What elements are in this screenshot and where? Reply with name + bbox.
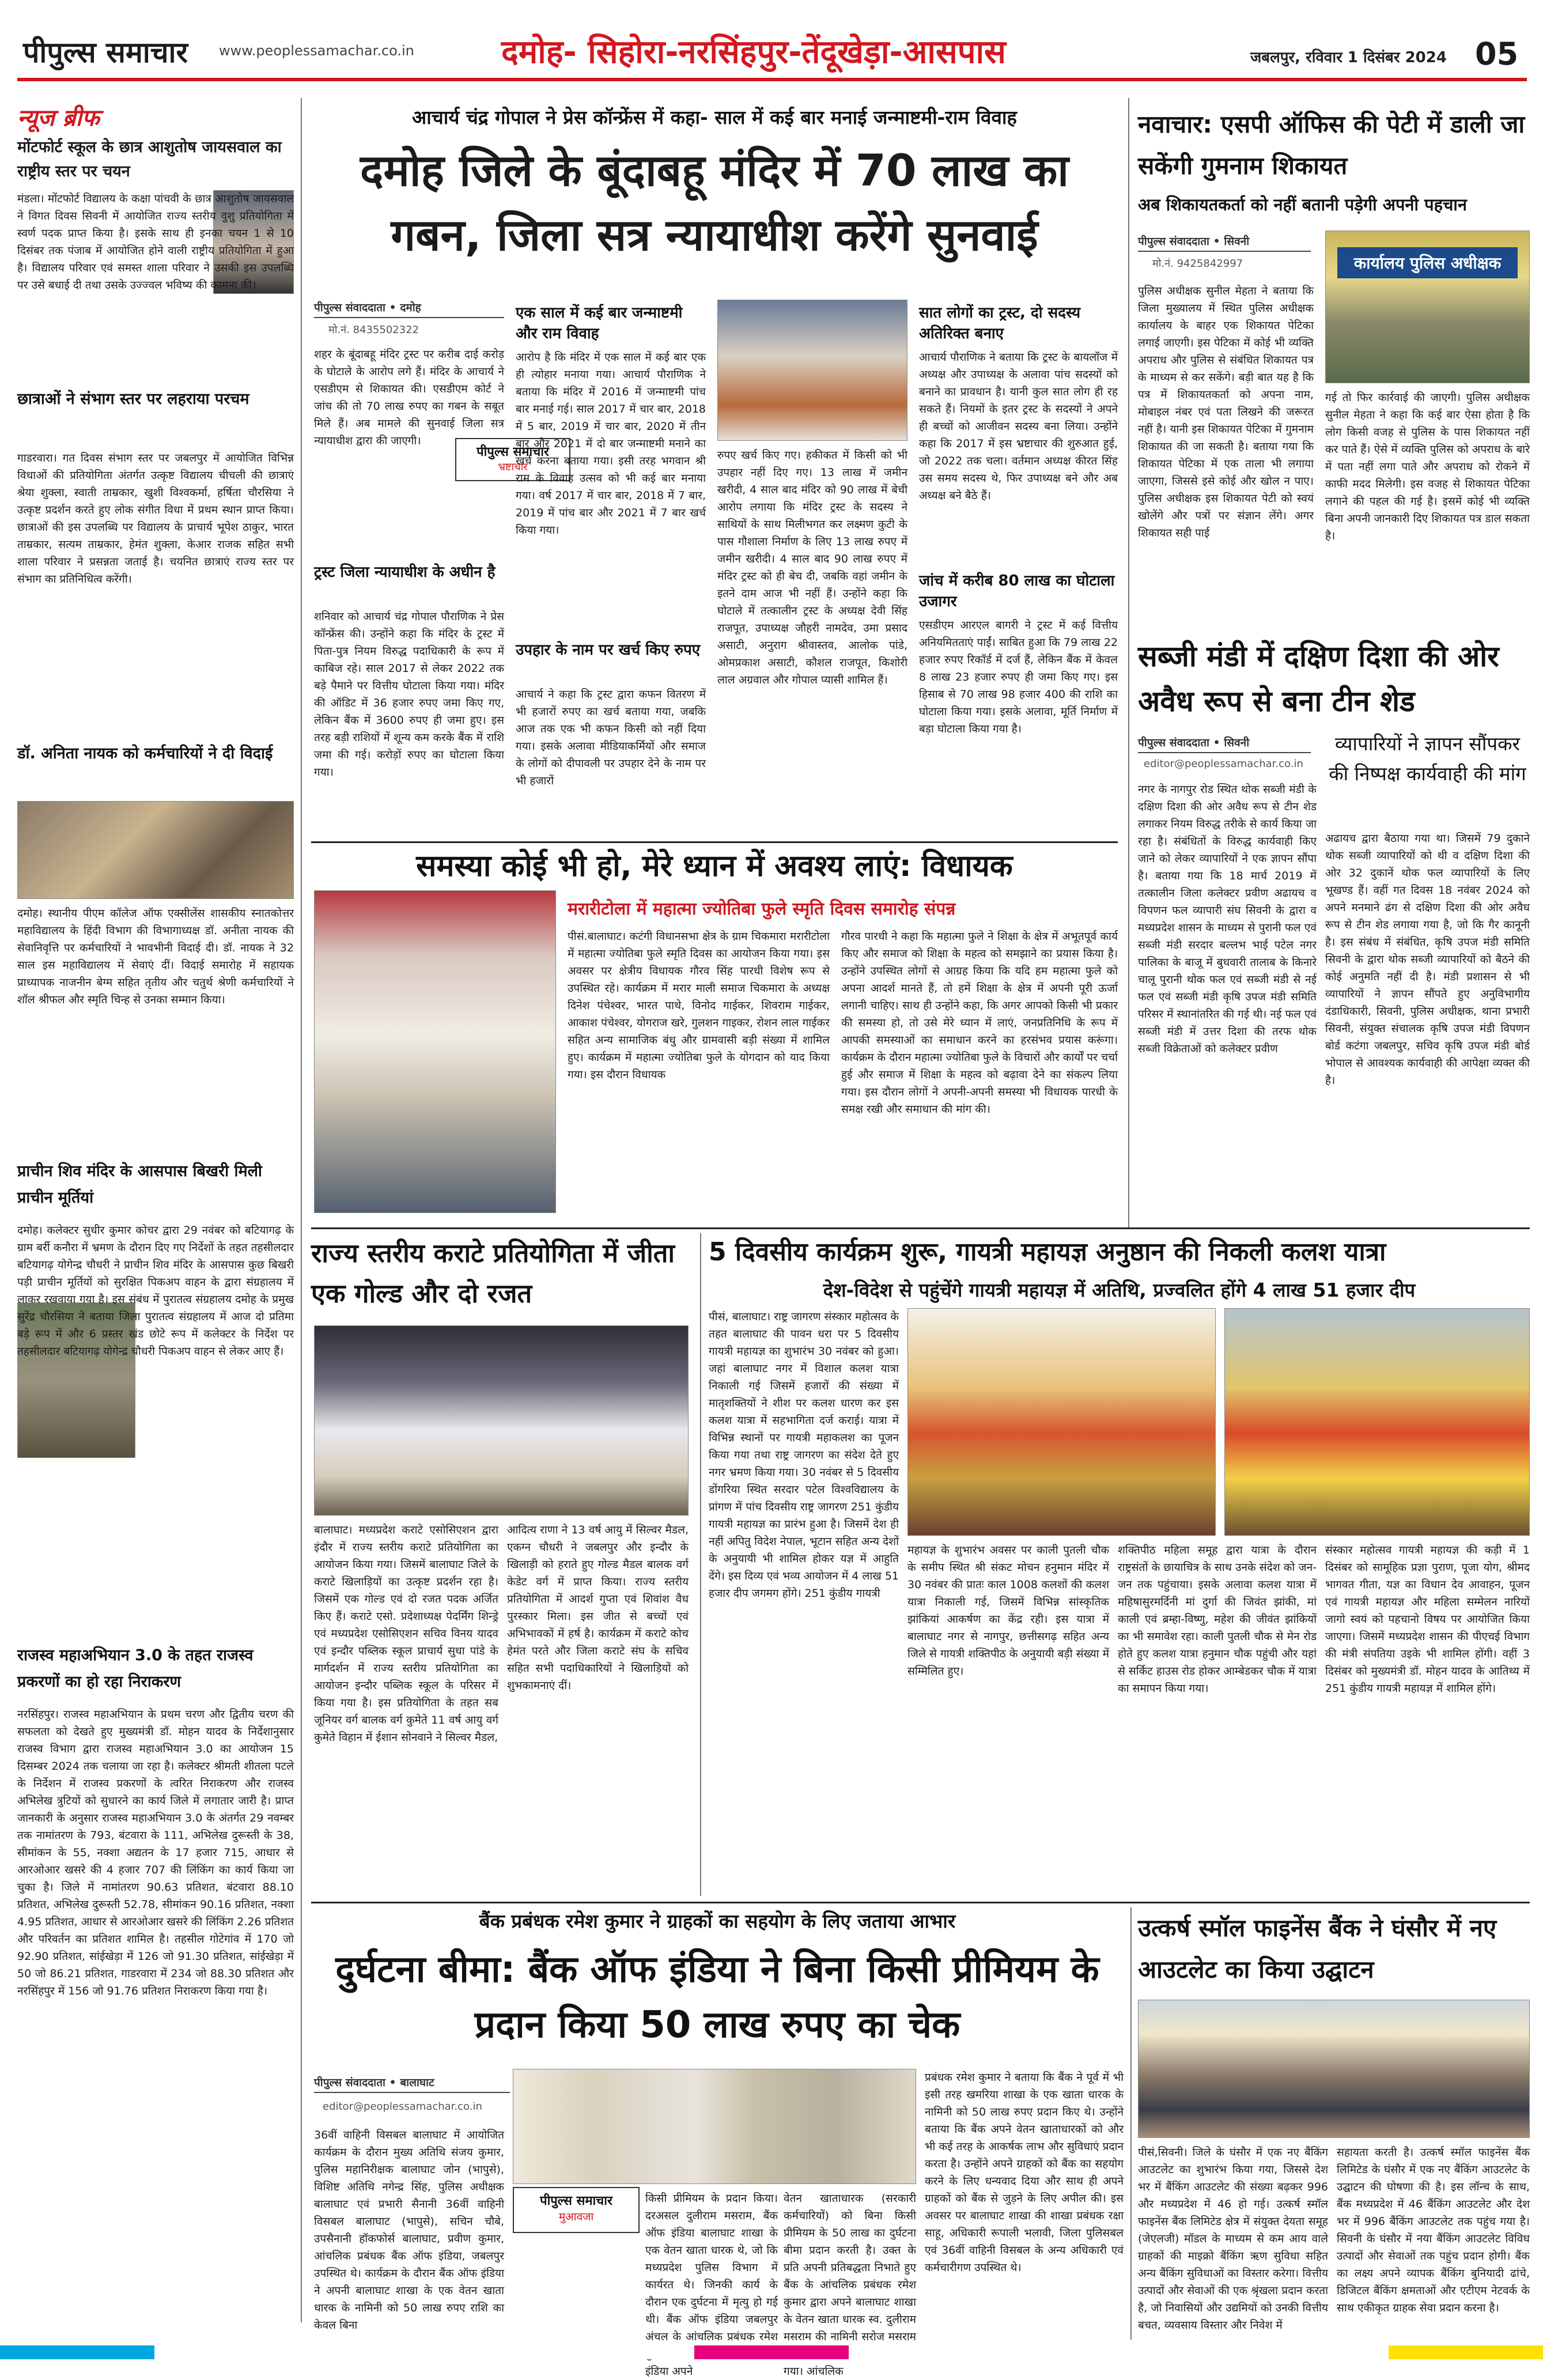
edition-title: दमोह- सिहोरा-नरसिंहपुर-तेंदूखेड़ा-आसपास [501,33,1006,71]
lead-col1: शहर के बूंदाबहू मंदिर ट्रस्ट पर करीब दाई करोड़ के घोटाले के आरोप लगे हैं। मंदिर के आचार्य ने एसडीएम से शिकायत की। एसडीएम कोर्ट ने जांच की तो 70 लाख रुपए का गबन के सबूत मिले हैं। अब मामले की सुनवाई जिला सत्र न्यायाधीश द्वारा की जाएगी। [314,348,505,447]
gayatri-headline: 5 दिवसीय कार्यक्रम शुरू, गायत्री महायज्ञ अनुष्ठान की निकली कलश यात्रा [709,1237,1386,1267]
kalash-yatra-photo-2 [1224,1308,1530,1536]
bank-col4: प्रबंधक रमेश कुमार ने बताया कि बैंक ने पूर्व में भी इसी तरह खमरिया शाखा के एक खाता धारक के नामिनी को 50 लाख रुपए प्रदान किए थे। उन्होंने बताया कि बैंक अपने वेतन खाताधारकों को और भी कई तरह के आकर्षक लाभ और सुविधाएं प्रदान करता है। उन्होंने अपने ग्राहकों को बैंक का सहयोग करने के लिए धन्यवाद दिया और साथ ही अपने ग्राहकों को बैंक से जुड़ने के लिए अपील की। इस अवसर पर बालाघाट शाखा की शाखा प्रबंधक रक्षा साहू, अधिकारी रूपाली भलावी, जिला पुलिसबल एवं 36वीं वाहिनी विसबल के अन्य अधिकारी एवं कर्मचारीगण उपस्थित थे। [925,2071,1124,2274]
lead-kicker: आचार्य चंद्र गोपाल ने प्रेस कॉन्फ्रेंस में कहा- साल में कई बार मनाई जन्माष्टमी-राम विवाह [412,106,1017,129]
mandi-deck: व्यापारियों ने ज्ञापन सौंपकर की निष्पक्ष कार्यवाही की मांग [1329,732,1526,785]
lead-col4-b: एसडीएम आरएल बागरी ने ट्रस्ट में कई वित्तीय अनियमितताएं पाईं। साबित हुआ कि 79 लाख 22 हजार रुपए रिकॉर्ड में दर्ज हैं, लेकिन बैंक में केवल 8 लाख 23 हजार रुपए ही जमा किए गए। इस हिसाब से 70 लाख 98 हजार 400 की राशि का घोटाला किया गया। इसके अलावा, मूर्ति निर्माण में बड़ा घोटाला किया गया है। [919,619,1118,735]
farewell-photo [17,801,294,899]
brief5-body: नरसिंहपुर। राजस्व महाअभियान के प्रथम चरण और द्वितीय चरण की सफलता को देखते हुए मुख्यमंत्री डॉ. मोहन यादव के निर्देशानुसार राजस्व विभाग द्वारा राजस्व महाअभियान 3.0 का आयोजन 15 दिसम्बर 2024 तक चलाया जा रहा है। कलेक्टर श्रीमती शीतला पटले के निर्देशन में राजस्व प्रकरणों के त्वरित निराकरण और राजस्व अभिलेख त्रुटियों को सुधारने का कार्य जिले में लगातार जारी है। प्राप्त जानकारी के अनुसार राजस्व महाअभियान 3.0 के अंतर्गत 29 नवम्बर तक नामांतरण के 793, बंटवारा के 111, अभिलेख दुरूस्ती के 38, सीमांकन के 55, नक्शा अद्यतन के 17 हजार 715, आधार से आरओआर खसरे की 4 हजार 707 की लिंकिंग का कार्य किया जा चुका है। जिले में नामांतरण 90.63 प्रतिशत, बंटवारा 88.10 प्रतिशत, अभिलेख दुरूस्ती 52.78, सीमांकन 90.16 प्रतिशत, नक्शा 4.95 प्रतिशत, आधार से आरओआर खसरे की लिंकिंग 2.26 प्रतिशत और परिवर्तन का प्रतिशत शामिल है। तहसील गोटेगांव में 170 जो 92.90 प्रतिशत, सांईखेड़ा में 126 जो 91.30 प्रतिशत, सांईखेड़ा में 50 जो 86.21 प्रतिशत, गाडरवारा में 234 जो 88.30 प्रतिशत और नरसिंहपुर में 156 जो 91.76 प्रतिशत निराकरण किया गया है। [17,1708,294,1997]
brief3-headline: डॉ. अनिता नायक को कर्मचारियों ने दी विदाई [17,745,273,762]
mandi-col1: नगर के नागपुर रोड स्थित थोक सब्जी मंडी के दक्षिण दिशा की ओर अवैध रूप से टीन शेड लगाकर नियम विरुद्ध तरीके से कार्य किया जा रहा है। संबंधितों के विरुद्ध कार्यवाही किए जाने को लेकर व्यापारियों ने एक ज्ञापन सौंपा है। बताया गया कि 18 मार्च 2019 में तत्कालीन जिला कलेक्टर प्रवीण अढायच व विपणन फल व्यापारी संघ सिवनी के द्वारा व मध्यप्रदेश शासन के माध्यम से पुरानी फल एवं सब्जी मंडी सरदार बल्लभ भाई पटेल नगर पालिका के बाजू में बुधवारी तालाब के किनारे चालू पुरानी थोक फल एवं सब्जी मंडी से नई फल एवं सब्जी मंडी कृषि उपज मंडी समिति परिसर में स्थानांतरित की गई थी। नई फल एवं सब्जी मंडी में उत्तर दिशा की तरफ थोक सब्जी विक्रेताओं को कलेक्टर प्रवीण [1138,783,1317,1055]
bank-logo [513,2187,640,2233]
karate-top-rule [311,1227,1530,1229]
police-office-photo [1325,231,1530,383]
bank-col1: 36वीं वाहिनी विसबल बालाघाट में आयोजित कार्यक्रम के दौरान मुख्य अतिथि संजय कुमार, पुलिस महानिरीक्षक बालाघाट जोन (भापुसे), विशिष्ट अतिथि नगेन्द्र सिंह, पुलिस अधीक्षक बालाघाट एवं प्रभारी सैनानी 36वीं वाहिनी विसबल बालाघाट (भापुसे), सचिन चौबे, उपसैनानी हॉकफोर्स बालाघाट, प्रवीण कुमार, आंचलिक प्रबंधक बैंक ऑफ इंडिया, जबलपुर उपस्थित थे। कार्यक्रम के दौरान बैंक ऑफ इंडिया ने अपनी बालाघाट शाखा के एक वेतन खाता धारक के नामिनी को 50 लाख रुपए राशि का केवल बिना [314,2129,504,2332]
bank-col2: किसी प्रीमियम के प्रदान किया। दरअसल दुलीराम मसराम, बैंक ऑफ इंडिया बालाघाट शाखा के एक वेतन खाता धारक थे, जो कि मध्यप्रदेश पुलिस विभाग में कार्यरत थे। जिनकी कार्य के दौरान एक दुर्घटना में मृत्यु हो गई थी। बैंक ऑफ इंडिया जबलपुर अंचल के आंचलिक प्रबंधक रमेश इंडिया अपने [645,2192,778,2378]
brief1-headline: मोंटफोर्ट स्कूल के छात्र आशुतोष जायसवाल का राष्ट्रीय स्तर पर चयन [17,138,282,180]
dateline: जबलपुर, रविवार 1 दिसंबर 2024 [1250,49,1447,66]
bank-headline: दुर्घटना बीमा: बैंक ऑफ इंडिया ने बिना किसी प्रीमियम के प्रदान किया 50 लाख रुपए का चेक [335,1948,1099,2046]
lead-byline: पीपुल्स संवाददाता • दमोह [314,300,504,318]
outlet-inauguration-photo [1138,2000,1530,2138]
masthead [0,0,1543,86]
police-col1: पुलिस अधीक्षक सुनील मेहता ने बताया कि जिला मुख्यालय में स्थित पुलिस अधीक्षक कार्यालय के बाहर एक शिकायत पेटिका लगाई जाएगी। इस पेटिका में कोई भी व्यक्ति अपराध और पुलिस से संबंधित शिकायत पत्र के माध्यम से कर सकेंगे। बड़ी बात यह है कि पत्र में शिकायतकर्ता को अपना नाम, मोबाइल नंबर एवं पता लिखने की जरूरत नहीं है। यानी इस शिकायत पेटिका में गुमनाम शिकायत की जा सकती है। बताया गया कि शिकायत पेटिका में एक ताला भी लगाया जाएगा, जिससे इसे कोई और खोल न पाए। पुलिस अधीक्षक इस शिकायत पेटी को स्वयं खोलेंगे और पत्रों पर संज्ञान लेंगे। अगर शिकायत सही पाई [1138,285,1314,539]
gayatri-col4: संस्कार महोत्सव गायत्री महायज्ञ की कड़ी में 1 दिसंबर को सामूहिक प्रज्ञा पुराण, पूजा योग, श्रीमद भागवत गीता, यज्ञ का विधान देव आवाहन, पूजन एवं गायत्री महायज्ञ और महिला सम्मेलन नारियों जागो स्वयं को पहचानो विषय पर आयोजित किया जाएगा। जिसमें मध्यप्रदेश शासन की पीएचई विभाग की मंत्री संपतिया उइके भी शामिल होंगी। वहीं 3 दिसंबर को मुख्यमंत्री डॉ. मोहन यादव के आतिथ्य में 251 कुंडीय गायत्री महायज्ञ में शामिल होंगे। [1325,1544,1530,1695]
bank-col3: वेतन खाताधारक (सरकारी कर्मचारियों) को बिना किसी प्रीमियम के 50 लाख का दुर्घटना बीमा प्रदान करती है। उक्त के प्रति अपनी प्रतिबद्धता निभाते हुए बैंक के आंचलिक प्रबंधक रमेश कुमार द्वारा अपने बालाघाट शाखा के वेतन खाता धारक स्व. दुलीराम मसराम की नामिनी सरोज मसराम गया। आंचलिक [784,2192,916,2378]
karate-gayatri-divider [700,1233,701,1896]
lead-col4: आचार्य पौराणिक ने बताया कि ट्रस्ट के बायलॉज में अध्यक्ष और उपाध्यक्ष के अलावा पांच सदस्यों को बनाने का प्रावधान है। यानी कुल सात लोग ही रह सकते हैं। नियमों के इतर ट्रस्ट के सदस्यों ने अपने ही बच्चों को आजीवन सदस्य बना लिया। उन्होंने कहा कि 2017 में इस भ्रष्टाचार की शुरुआत हुई, जो 2022 तक चला। वर्तमान अध्यक्ष कीरत सिंह उस समय सदस्य थे, फिर उपाध्यक्ष बने और अब अध्यक्ष बने बैठे हैं। [919,351,1118,502]
masthead-rule [17,78,1527,81]
bank-top-rule [311,1902,1530,1903]
utkarsh-headline: उत्कर्ष स्मॉल फाइनेंस बैंक ने घंसौर में नए आउटलेट का किया उद्घाटन [1138,1914,1497,1984]
registration-bar [0,2345,1543,2359]
gayatri-col3: शक्तिपीठ महिला समूह द्वारा यात्रा के दौरान राष्ट्रसंतों के छायाचित्र के साथ उनके संदेश को जन-जन तक पहुंचाया। इसके अलावा कलश यात्रा में महिषासुरमर्दिनी मां दुर्गा की जिवंत झांकी, मां काली एवं ब्रम्हा-विष्णु, महेश की जीवंत झांकियों का भी समावेश रहा। काली पुतली चौक से मेन रोड होते हुए कलश यात्रा हनुमान चौक पहुंची और यहां से सर्किट हाउस रोड होकर आम्बेडकर चौक में यात्रा का समापन किया गया। [1118,1544,1317,1695]
lead-col4-sub: सात लोगों का ट्रस्ट, दो सदस्य अतिरिक्त बनाए [919,304,1081,342]
brief3-body: दमोह। स्थानीय पीएम कॉलेज ऑफ एक्सीलेंस शासकीय स्नातकोत्तर महाविद्यालय के हिंदी विभाग की विभागाध्यक्ष डॉ. अनीता नायक की सेवानिवृत्ति पर कर्मचारियों ने भावभीनी विदाई दी। डॉ. नायक ने 32 साल इस महाविद्यालय में सेवाएं दीं। विदाई समारोह में सहायक प्राध्यापक नाजनीन बेग्म सहित तृतीय और चतुर्थ श्रेणी कर्मचारियों ने शॉल श्रीफल और स्मृति चिन्ह से उनका सम्मान किया। [17,907,294,1006]
lead-mobile: मो.नं. 8435502322 [328,324,419,336]
brief2-headline: छात्राओं ने संभाग स्तर पर लहराया परचम [17,390,249,408]
police-col2: गई तो फिर कार्रवाई की जाएगी। पुलिस अधीक्षक सुनील मेहता ने कहा कि कई बार ऐसा होता है कि लोग किसी वजह से पुलिस के पास शिकायत नहीं कर पाते हैं। ऐसे में व्यक्ति पुलिस को अपराध के बारे में पता नहीं लगा पाते और अपराध को रोकने में काफी मदद मिलेगी। इस वजह से शिकायत पेटिका लगाने की पहल की गई है। इसमें कोई भी व्यक्ति बिना अपनी जानकारी दिए शिकायत पत्र डाल सकता है। [1325,391,1530,542]
website-link[interactable]: www.peoplessamachar.co.in [219,43,414,59]
kalash-yatra-photo-1 [907,1308,1216,1536]
gayatri-col2: महायज्ञ के शुभारंभ अवसर पर काली पुतली चौक के समीप स्थित श्री संकट मोचन हनुमान मंदिर में 30 नवंबर की प्रातः काल 1008 कलशों की कलश यात्रा निकाली गई, जिसमें विभिन्न सांस्कृतिक झांकियां आकर्षण का केंद्र रही। इस यात्रा में बालाघाट नगर से नागपुर, छत्तीसगढ़ सहित अन्य जिले से गायत्री शक्तिपीठ के अनुयायी बड़ी संख्या में सम्मिलित हुए। [907,1544,1109,1678]
gayatri-deck: देश-विदेश से पहुंचेंगे गायत्री महायज्ञ में अतिथि, प्रज्वलित होंगे 4 लाख 51 हजार दीप [823,1279,1416,1301]
police-mobile: मो.नं. 9425842997 [1152,258,1243,270]
police-sign: कार्यालय पुलिस अधीक्षक [1337,247,1518,278]
karate-team-photo [314,1325,689,1516]
utkarsh-col2: सहायता करती है। उत्कर्ष स्मॉल फाइनेंस बैंक लिमिटेड के घंसौर में एक नए बैंकिंग आउटलेट के उद्घाटन की घोषणा की है। इस लॉन्च के साथ, बैंक मध्यप्रदेश में 46 बैंकिंग आउटलेट और देश भर में 996 बैंकिंग आउटलेट तक पहुंच गया है। सिवनी के घंसौर में नया बैंकिंग आउटलेट विविध उत्पादों और सेवाओं तक पहुंच प्रदान होगी। बैंक का लक्ष्य अपने व्यापक बैंकिंग बुनियादी ढांचे, डिजिटल बैंकिंग क्षमताओं और एटीएम नेटवर्क के साथ एकीकृत ग्राहक सेवा प्रदान करना है। [1337,2146,1530,2314]
police-byline: पीपुल्स संवाददाता • सिवनी [1138,233,1311,252]
karate-headline: राज्य स्तरीय कराटे प्रतियोगिता में जीता एक गोल्ड और दो रजत [311,1238,675,1309]
brief4-body: दमोह। कलेक्टर सुधीर कुमार कोचर द्वारा 29 नवंबर को बटियागढ़ के ग्राम बर्री कनौरा में भ्रमण के दौरान दिए गए निर्देशों के तहत तहसीलदार बटियागढ़ योगेन्द्र चौधरी ने प्राचीन शिव मंदिर के आसपास कुछ बिखरी पड़ी प्राचीन मूर्तियों को सुरक्षित पिकअप वाहन के द्वारा संग्रहालय में लाकर रखवाया गया है। इस संबंध में पुरातत्व संग्रहालय दमोह के प्रमुख सुरेंद्र चौरसिया ने बताया जिला पुरातत्व संग्रहालय में आज दो प्रतिमा बड़े रूप में और 6 प्रस्तर खंड छोटे रूप में कलेक्टर के निर्देश पर तहसीलदार बटियागढ़ योगेन्द्र चौधरी पिकअप वाहन से लेकर आए हैं। [17,1224,294,1358]
logo-sub: भ्रष्टाचार [498,461,528,473]
brief2-body: गाडरवारा। गत दिवस संभाग स्तर पर जबलपुर में आयोजित विभिन्न विधाओं की प्रतियोगिता अंतर्गत उत्कृष्ट विद्यालय चीचली की छात्राएं श्रेया शुक्ला, स्वाती ताम्रकार, खुशी विश्वकर्मा, हर्षिता चौरसिया ने उत्कृष्ट प्रदर्शन करते हुए लोक संगीत विधा में प्रथम स्थान प्राप्त किया। छात्राओं की इस उपलब्धि पर विद्यालय के प्राचार्य भूपेश ठाकुर, भारत ताम्रकार, सत्यम ताम्रकार, हेमंत शुक्ला, केआर राजक सहित सभी शाला परिवार ने प्रसन्नता जताई है। चयनित छात्राएं राज्य स्तर पर संभाग का प्रतिनिधित्व करेंगी। [17,452,294,585]
mandi-email: editor@peoplessamachar.co.in [1144,758,1303,770]
bank-email: editor@peoplessamachar.co.in [323,2101,482,2113]
karate-col1: बालाघाट। मध्यप्रदेश कराटे एसोसिएशन द्वारा इंदौर में राज्य स्तरीय कराटे प्रतियोगिता का आयोजन किया गया। जिसमें बालाघाट जिले के कराटे खिलाड़ियों का उत्कृष्ट प्रदर्शन रहा है। जिसमें एक गोल्ड एवं दो रजत पदक अर्जित किए हैं। कराटे एसो. प्रदेशाध्यक्ष पेदर्मिंग शिन्ड्रे एवं मध्यप्रदेश एसोसिएशन सचिव विनय यादव एवं इन्दौर पब्लिक स्कूल प्राचार्य सुधा पांडे के मार्गदर्शन में राज्य स्तरीय प्रतियोगिता का आयोजन इन्दौर पब्लिक स्कूल के परिसर में किया गया है। इस प्रतियोगिता के तहत सब जूनियर वर्ग बालक वर्ग कुमेते 11 वर्ष आयु वर्ग कुमेते विहान में ईशान सोनवाने ने सिल्वर मैडल, [314,1524,498,1744]
lead-col4-sub2: जांच में करीब 80 लाख का घोटाला उजागर [919,572,1115,610]
logo-text: पीपुल्स समाचार [476,445,549,459]
police-deck: अब शिकायतकर्ता को नहीं बतानी पड़ेगी अपनी पहचान [1138,195,1468,214]
left-column-divider [301,98,302,2322]
bank-byline: पीपुल्स संवाददाता • बालाघाट [314,2075,510,2093]
mla-deck: मरारीटोला में महात्मा ज्योतिबा फुले स्मृति दिवस समारोह संपन्न [568,899,956,919]
brief4-headline: प्राचीन शिव मंदिर के आसपास बिखरी मिली प्राचीन मूर्तियां [17,1162,262,1207]
mandi-headline: सब्जी मंडी में दक्षिण दिशा की ओर अवैध रूप से बना टीन शेड [1138,640,1499,718]
utkarsh-col1: पीसं,सिवनी। जिले के घंसौर में एक नए बैंकिंग आउटलेट का शुभारंभ किया गया, जिससे देश भर में बैंकिंग आउटलेट की संख्या बढ़कर 996 और मध्यप्रदेश में 46 हो गई। उत्कर्ष स्मॉल फाइनेंस बैंक लिमिटेड क्षेत्र में संयुक्त देयता समूह (जेएलजी) मॉडल के माध्यम से कम आय वाले ग्राहकों की माइक्रो बैंकिंग ऋण सुविधा सहित अन्य बैंकिंग सुविधाओं का विस्तार करेगा। वित्तीय उत्पादों और सेवाओं की एक श्रृंखला प्रदान करता है, जो निवासियों और उद्यमियों को उनकी वित्तीय बचत, व्यवसाय विस्तार और निवेश में [1138,2146,1328,2332]
right-column-divider [1128,98,1129,1227]
mandi-col2: अढायच द्वारा बैठाया गया था। जिसमें 79 दुकाने थोक सब्जी व्यापारियों को थी व दक्षिण दिशा की ओर 32 दुकानें थोक फल व्यापारियों के लिए भूखण्ड हैं। वहीं गत दिवस 18 नवंबर 2024 को अपने मनमाने ढंग से दक्षिण दिशा की ओर अवैध रूप से टीन शेड लगाया गया है, जो कि गैर कानूनी है। इस संबंध में संबंधित, कृषि उपज मंडी समिति सिवनी के द्वारा थोक सब्जी व्यापारियों को बैठने की कोई अनुमति नहीं दी है। मंडी प्रशासन से भी व्यापारियों ने ज्ञापन सौंपते हुए अनुविभागीय दंडाधिकारी, सिवनी, पुलिस अधीक्षक, थाना प्रभारी सिवनी, संयुक्त संचालक कृषि उपज मंडी विपणन बोर्ड कटंगा जबलपुर, सचिव कृषि उपज मंडी बोर्ड भोपाल से आवश्यक कार्यवाही की आपेक्षा व्यक्त की है। [1325,832,1530,1087]
lead-col1-b: शनिवार को आचार्य चंद्र गोपाल पौराणिक ने प्रेस कॉन्फ्रेंस की। उन्होंने कहा कि मंदिर के ट्रस्ट में पिता-पुत्र नियम विरुद्ध पदाधिकारी के रूप में काबिज रहे। साल 2017 से लेकर 2022 तक बड़े पैमाने पर वित्तीय घोटाला किया गया। मंदिर की ऑडिट में 36 हजार रुपए जमा किए गए, लेकिन बैंक में 3600 रुपए ही जमा हुए। इस तरह बड़ी राशियों में शून्य कम करके बैंक में राशि जमा की गई। करोड़ों रुपए का घोटाला किया गया। [314,610,504,779]
brand-logo[interactable]: पीपुल्स समाचार [23,36,188,69]
gayatri-col1: पीसं, बालाघाट। राष्ट्र जागरण संस्कार महोत्सव के तहत बालाघाट की पावन धरा पर 5 दिवसीय गायत्री महायज्ञ का शुभारंभ 30 नवंबर को हुआ। जहां बालाघाट नगर में विशाल कलश यात्रा निकाली गई जिसमें हजारों की संख्या में मातृशक्तियों ने शीश पर कलश धारण कर इस कलश यात्रा में सहभागिता दर्ज कराई। यात्रा में विभिन्न स्थानों पर गायत्री महाकलश का पूजन किया गया तथा राष्ट्र जागरण का संदेश देते हुए नगर भ्रमण किया गया। 30 नवंबर से 5 दिवसीय डोंगरिया स्थित सरदार पटेल विश्वविद्यालय के प्रांगण में पांच दिवसीय राष्ट्र जागरण 251 कुंडीय गायत्री महायज्ञ का प्रारंभ हुआ है। जिसमें देश ही नहीं अपितु विदेश नेपाल, भूटान सहित अन्य देशों के अनुयायी भी शामिल होकर यज्ञ में आहुति देंगे। इस दिव्य एवं भव्य आयोजन में 4 लाख 51 हजार दीप जगमग होंगे। 251 कुंडीय गायत्री [709,1310,899,1600]
bank-logo-text: पीपुल्स समाचार [540,2194,612,2208]
lead-col2-sub: एक साल में कई बार जन्माष्टमी और राम विवाह [516,304,683,342]
lead-headline: दमोह जिले के बूंदाबहू मंदिर में 70 लाख का गबन, जिला सत्र न्यायाधीश करेंगे सुनवाई [360,145,1069,260]
bank-kicker: बैंक प्रबंधक रमेश कुमार ने ग्राहकों का सहयोग के लिए जताया आभार [479,1910,956,1932]
lead-col2-b: आचार्य ने कहा कि ट्रस्ट द्वारा कफन वितरण में भी हजारों रुपए का खर्च बताया गया, जबकि आज तक एक भी कफन किसी को नहीं दिया गया। इसके अलावा मीडियाकर्मियों और समाज के लोगों को दीपावली पर उपहार देने के नाम पर भी हजारों [516,688,706,787]
brief1-body: मंडला। मोंटफोर्ट विद्यालय के कक्षा पांचवी के छात्र आशुतोष जायसवाल ने विगत दिवस सिवनी में आयोजित राज्य स्तरीय वुशु प्रतियोगिता में स्वर्ण पदक प्राप्त किया है। इसके साथ ही इनका चयन 1 से 10 दिसंबर तक पंजाब में आयोजित होने वाली राष्ट्रीय प्रतियोगिता में हुआ है। विद्यालय परिवार एवं समस्त शाला परिवार ने उसकी इस उपलब्धि पर उसे बधाई दी तथा उसके उज्ज्वल भविष्य की कामना की। [17,192,294,292]
mla-top-rule [311,841,1118,843]
bank-utkarsh-divider [1130,1907,1132,2340]
brief5-headline: राजस्व महाअभियान 3.0 के तहत राजस्व प्रकरणों का हो रहा निराकरण [17,1646,254,1691]
karate-col2: आदित्य राणा ने 13 वर्ष आयु में सिल्वर मैडल, एकग्न चौधरी ने जबलपुर और इन्दौर के खिलाड़ी को हराते हुए गोल्ड मैडल बालक वर्ग केडेट वर्ग में प्राप्त किया। राज्य स्तरीय प्रतियोगिता में आदर्श गुप्ता एवं शिवांश वैध पुरस्कार मिला। इस जीत से बच्चों एवं अभिभावकों में हर्ष है। कार्यक्रम में कराटे कोच हेमंत परते और जिला कराटे संघ के सचिव सहित सभी पदाधिकारियों ने खिलाड़ियों को शुभकामनाएं दीं। [507,1524,689,1692]
mla-headline: समस्या कोई भी हो, मेरे ध्यान में अवश्य लाएं: विधायक [416,849,1013,883]
page-number: 05 [1475,36,1519,72]
mla-col1: पीसं.बालाघाट। कटंगी विधानसभा क्षेत्र के ग्राम चिकमारा मरारीटोला में महात्मा ज्योतिबा फुले स्मृति दिवस का आयोजन किया गया। इस अवसर पर क्षेत्रीय विधायक गौरव सिंह पारधी विशेष रूप से उपस्थित रहे। कार्यक्रम में मरार माली समाज चिकमारा के अध्यक्ष दिनेश पंचेश्वर, भारत पाथे, विनोद गाईकर, शिवराम गाईकर, आकाश पंचेश्वर, योगराज खरे, गुलशन गाइकर, रोशन लाल गाईकर सहित अन्य सामाजिक बंधु और ग्रामवासी बड़ी संख्या में शामिल हुए। कार्यक्रम में महात्मा ज्योतिबा फुले के योगदान को याद किया गया। इस दौरान विधायक [568,930,830,1081]
cheque-handover-photo [513,2069,916,2184]
bank-logo-sub: मुआवजा [558,2211,594,2223]
lead-col2-sub2: उपहार के नाम पर खर्च किए रुपए [516,641,701,659]
police-headline: नवाचार: एसपी ऑफिस की पेटी में डाली जा सकेंगी गुमनाम शिकायत [1138,110,1525,180]
mandi-byline: पीपुल्स संवाददाता • सिवनी [1138,735,1311,753]
lead-col1-sub: ट्रस्ट जिला न्यायाधीश के अधीन है [314,564,496,581]
lead-col3: रुपए खर्च किए गए। हकीकत में किसी को भी उपहार नहीं दिए गए। 13 लाख में जमीन खरीदी, 4 साल बाद मंदिर को 90 लाख में बेची आरोप लगाया कि मंदिर ट्रस्ट के सदस्य ने साथियों के साथ मिलीभगत कर लक्ष्मण कुटी के पास गौशाला निर्माण के लिए 13 लाख रुपए में जमीन खरीदी। 4 साल बाद 90 लाख रुपए में मंदिर ट्रस्ट को ही बेच दी, जबकि वहां जमीन के इतने दाम आज भी नहीं हैं। उन्होंने कहा कि घोटाले में तत्कालीन ट्रस्ट के अध्यक्ष देवी सिंह राजपूत, उपाध्यक्ष जौहरी नामदेव, उमा प्रसाद असाटी, अनुराग श्रीवास्तव, आलोक पांडे, ओमप्रकाश असाटी, कौशल राजपूत, किशोरी लाल अग्रवाल और गोपाल प्यासी शामिल हैं। [717,449,907,686]
mla-col2: गौरव पारधी ने कहा कि महात्मा फुले ने शिक्षा के क्षेत्र में अभूतपूर्व कार्य किए और समाज को शिक्षा के महत्व को समझाने का प्रयास किया है। उन्होंने उपस्थित लोगों से आग्रह किया कि यदि हम महात्मा फुले को अपना आदर्श मानते हैं, तो हमें शिक्षा के क्षेत्र में अपनी पूरी ऊर्जा लगानी चाहिए। साथ ही उन्होंने कहा, कि अगर आपको किसी भी प्रकार की समस्या हो, तो उसे मेरे ध्यान में लाएं, जनप्रतिनिधि के रूप में आपकी समस्याओं का समाधान करने का हरसंभव प्रयास करूंगा। कार्यक्रम के दौरान महात्मा ज्योतिबा फुले के विचारों और कार्यों पर चर्चा हुई और समाज में शिक्षा के महत्व को बढ़ावा देने का संकल्प लिया गया। इस दौरान लोगों ने अपनी-अपनी समस्या भी विधायक पारधी के समक्ष रखी और समाधान की मांग की। [841,930,1118,1116]
mla-event-photo [314,890,556,1213]
press-conference-photo [717,300,907,441]
lead-col2: आरोप है कि मंदिर में एक साल में कई बार एक ही त्योहार मनाया गया। आचार्य पौराणिक ने बताया कि मंदिर में 2016 में जन्माष्टमी पांच बार मनाई गई। साल 2017 में चार बार, 2018 में 5 बार, 2019 में चार बार, 2020 में तीन बार और 2021 में दो बार जन्माष्टमी मनाने का खर्च करना बताया गया। इसी तरह भगवान श्री राम के विवाह उत्सव को भी कई बार मनाया गया। वर्ष 2017 में चार बार, 2018 में 7 बार, 2019 में पांच बार और 2021 में 7 बार खर्च किया गया। [516,351,706,537]
section-label-news-brief: न्यूज ब्रीफ [17,105,100,131]
